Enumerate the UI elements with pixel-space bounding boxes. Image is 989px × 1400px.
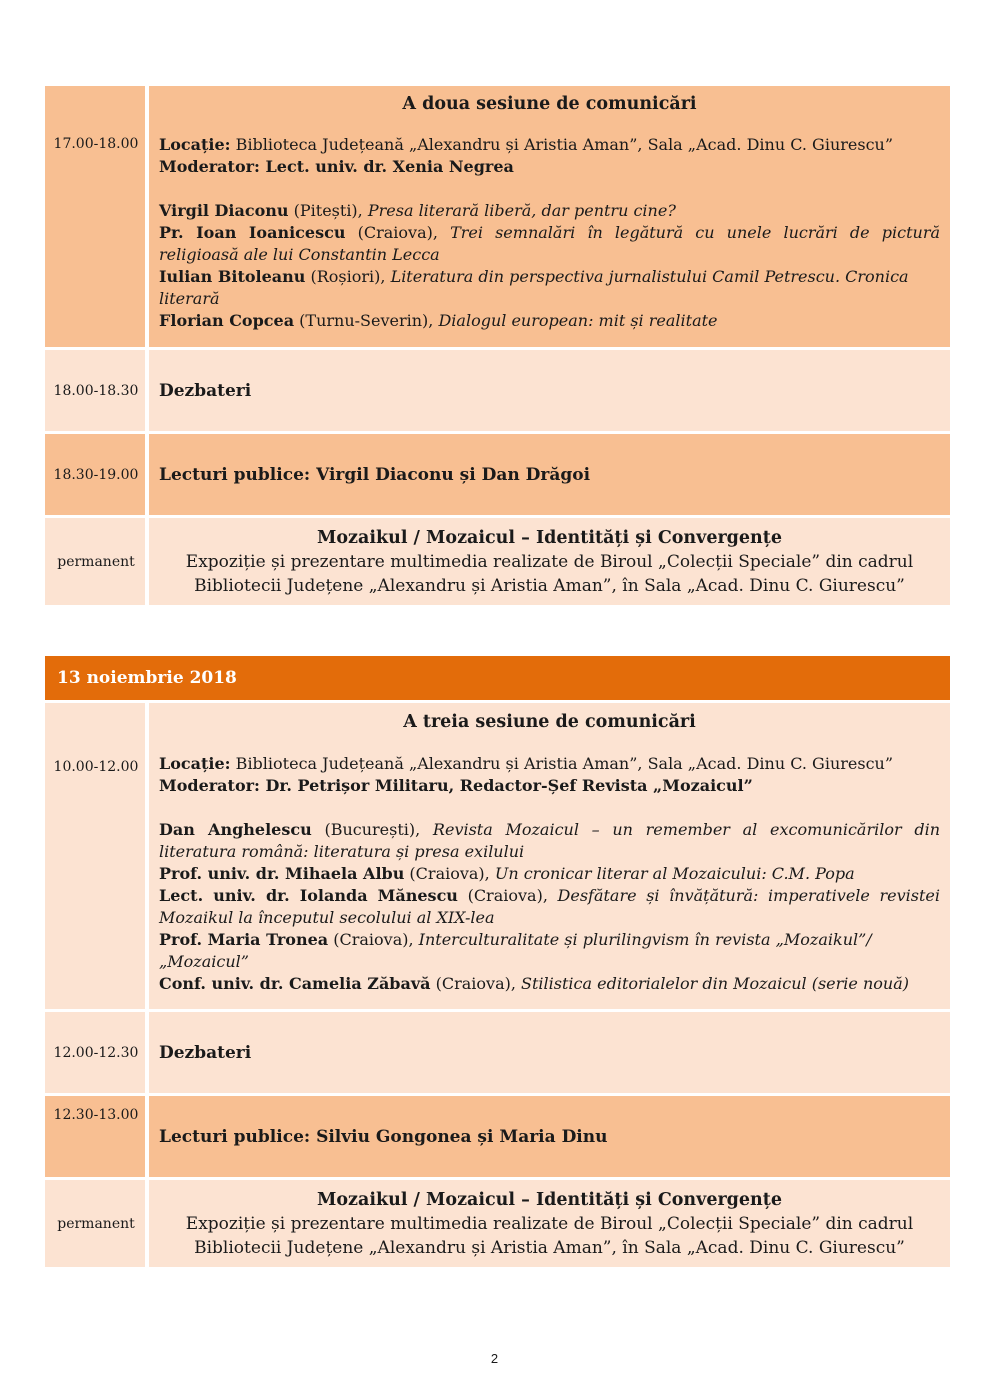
speaker-city: (Roșiori), <box>305 267 391 286</box>
time-label: 18.30-19.00 <box>53 466 139 483</box>
session-content <box>149 86 950 347</box>
time-cell <box>45 1012 145 1093</box>
exhibit-line: Bibliotecii Județene „Alexandru și Aristia Aman”, în Sala „Acad. Dinu C. Giurescu” <box>194 576 905 596</box>
exhibit-line: Expoziție și prezentare multimedia realizate de Biroul „Colecții Speciale” din cadrul <box>185 552 914 572</box>
debate-row <box>45 1012 950 1093</box>
exhibit-line: Bibliotecii Județene „Alexandru și Aristia Aman”, în Sala „Acad. Dinu C. Giurescu” <box>194 1238 905 1258</box>
talk-item <box>159 819 940 863</box>
time-label: 17.00-18.00 <box>53 136 139 152</box>
time-label: 10.00-12.00 <box>53 759 139 775</box>
location-line <box>159 753 940 775</box>
location-label: Locație: <box>159 754 231 773</box>
time-cell <box>45 86 145 347</box>
talk-item <box>159 266 940 310</box>
time-label: permanent <box>57 553 135 570</box>
time-cell <box>45 1180 145 1267</box>
speaker-name: Prof. univ. dr. Mihaela Albu <box>159 864 405 883</box>
exhibit-title: Mozaikul / Mozaicul – Identități și Convergențe <box>317 1190 782 1210</box>
speaker-name: Dan Anghelescu <box>159 820 312 839</box>
exhibit-row <box>45 1180 950 1267</box>
readings-row <box>45 1096 950 1177</box>
exhibit-line: Expoziție și prezentare multimedia realizate de Biroul „Colecții Speciale” din cadrul <box>185 1214 914 1234</box>
moderator-line: Moderator: Lect. univ. dr. Xenia Negrea <box>159 157 514 176</box>
speaker-name: Iulian Bitoleanu <box>159 267 306 286</box>
talk-item <box>159 222 940 266</box>
session-row <box>45 86 950 347</box>
time-cell <box>45 434 145 515</box>
session-title: A treia sesiune de comunicări <box>403 712 696 732</box>
time-cell <box>45 1096 145 1177</box>
talk-item <box>159 929 940 973</box>
readings-row <box>45 434 950 515</box>
debate-content <box>149 1012 950 1093</box>
speaker-city: (Turnu-Severin), <box>294 311 439 330</box>
time-cell <box>45 350 145 431</box>
talk-item <box>159 200 940 222</box>
talk-title: Un cronicar literar al Mozaicului: C.M. Popa <box>494 864 855 883</box>
time-label: 18.00-18.30 <box>53 382 139 399</box>
session-content <box>149 703 950 1009</box>
speaker-city: (Craiova), <box>430 974 522 993</box>
speaker-city: (Craiova), <box>328 930 419 949</box>
location-label: Locație: <box>159 135 231 154</box>
debate-label: Dezbateri <box>159 380 252 401</box>
session-title: A doua sesiune de comunicări <box>402 94 697 114</box>
speaker-city: (Craiova), <box>457 886 558 905</box>
speaker-name: Florian Copcea <box>159 311 295 330</box>
location-value: Biblioteca Județeană „Alexandru și Aristia Aman”, Sala „Acad. Dinu C. Giurescu” <box>230 754 894 773</box>
speaker-name: Conf. univ. dr. Camelia Zăbavă <box>159 974 431 993</box>
talk-title: Stilistica editorialelor din Mozaicul (serie nouă) <box>521 974 909 993</box>
page-number: 2 <box>490 1351 499 1366</box>
time-label: 12.00-12.30 <box>53 1044 139 1061</box>
location-value: Biblioteca Județeană „Alexandru și Aristia Aman”, Sala „Acad. Dinu C. Giurescu” <box>230 135 894 154</box>
debate-label: Dezbateri <box>159 1042 252 1063</box>
time-cell <box>45 518 145 605</box>
talk-item <box>159 885 940 929</box>
speaker-name: Pr. Ioan Ioanicescu <box>159 223 346 242</box>
time-label: permanent <box>57 1215 135 1232</box>
talk-item <box>159 973 940 995</box>
location-line <box>159 134 940 156</box>
exhibit-row <box>45 518 950 605</box>
talk-title: Dialogul european: mit și realitate <box>438 311 718 330</box>
talk-title: Literatura din perspectiva jurnalistului Camil Petrescu. Cronica literară <box>159 267 909 308</box>
speaker-city: (Craiova), <box>345 223 451 242</box>
talk-title: Revista Mozaicul – un remember al excomunicărilor din literatura română: literatura și presa exilului <box>159 820 940 861</box>
debate-content <box>149 350 950 431</box>
speaker-city: (București), <box>311 820 433 839</box>
session-row <box>45 703 950 1009</box>
exhibit-content <box>149 1180 950 1267</box>
readings-content <box>149 434 950 515</box>
exhibit-title: Mozaikul / Mozaicul – Identități și Convergențe <box>317 528 782 548</box>
speaker-name: Lect. univ. dr. Iolanda Mănescu <box>159 886 458 905</box>
date-label: 13 noiembrie 2018 <box>57 668 237 688</box>
speaker-city: (Craiova), <box>404 864 495 883</box>
talk-item <box>159 863 940 885</box>
readings-label: Lecturi publice: Silviu Gongonea și Maria Dinu <box>159 1126 608 1147</box>
speaker-city: (Pitești), <box>288 201 368 220</box>
time-cell <box>45 703 145 1009</box>
date-header <box>45 656 950 700</box>
talk-item <box>159 310 940 332</box>
time-label: 12.30-13.00 <box>53 1107 139 1123</box>
exhibit-content <box>149 518 950 605</box>
talk-title: Desfătare și învățătură: imperativele revistei Mozaikul la începutul secolului al XIX-lea <box>159 886 941 927</box>
talk-title: Trei semnalări în legătură cu unele lucrări de pictură religioasă ale lui Constantin Lecca <box>159 223 941 264</box>
speaker-name: Prof. Maria Tronea <box>159 930 329 949</box>
talk-title: Presa literară liberă, dar pentru cine? <box>367 201 676 220</box>
debate-row <box>45 350 950 431</box>
readings-label: Lecturi publice: Virgil Diaconu și Dan Drăgoi <box>159 464 591 485</box>
talk-title: Interculturalitate și plurilingvism în revista „Mozaikul”/„Mozaicul” <box>159 930 872 971</box>
moderator-line: Moderator: Dr. Petrișor Militaru, Redactor-Șef Revista „Mozaicul” <box>159 776 753 795</box>
readings-content <box>149 1096 950 1177</box>
speaker-name: Virgil Diaconu <box>159 201 289 220</box>
